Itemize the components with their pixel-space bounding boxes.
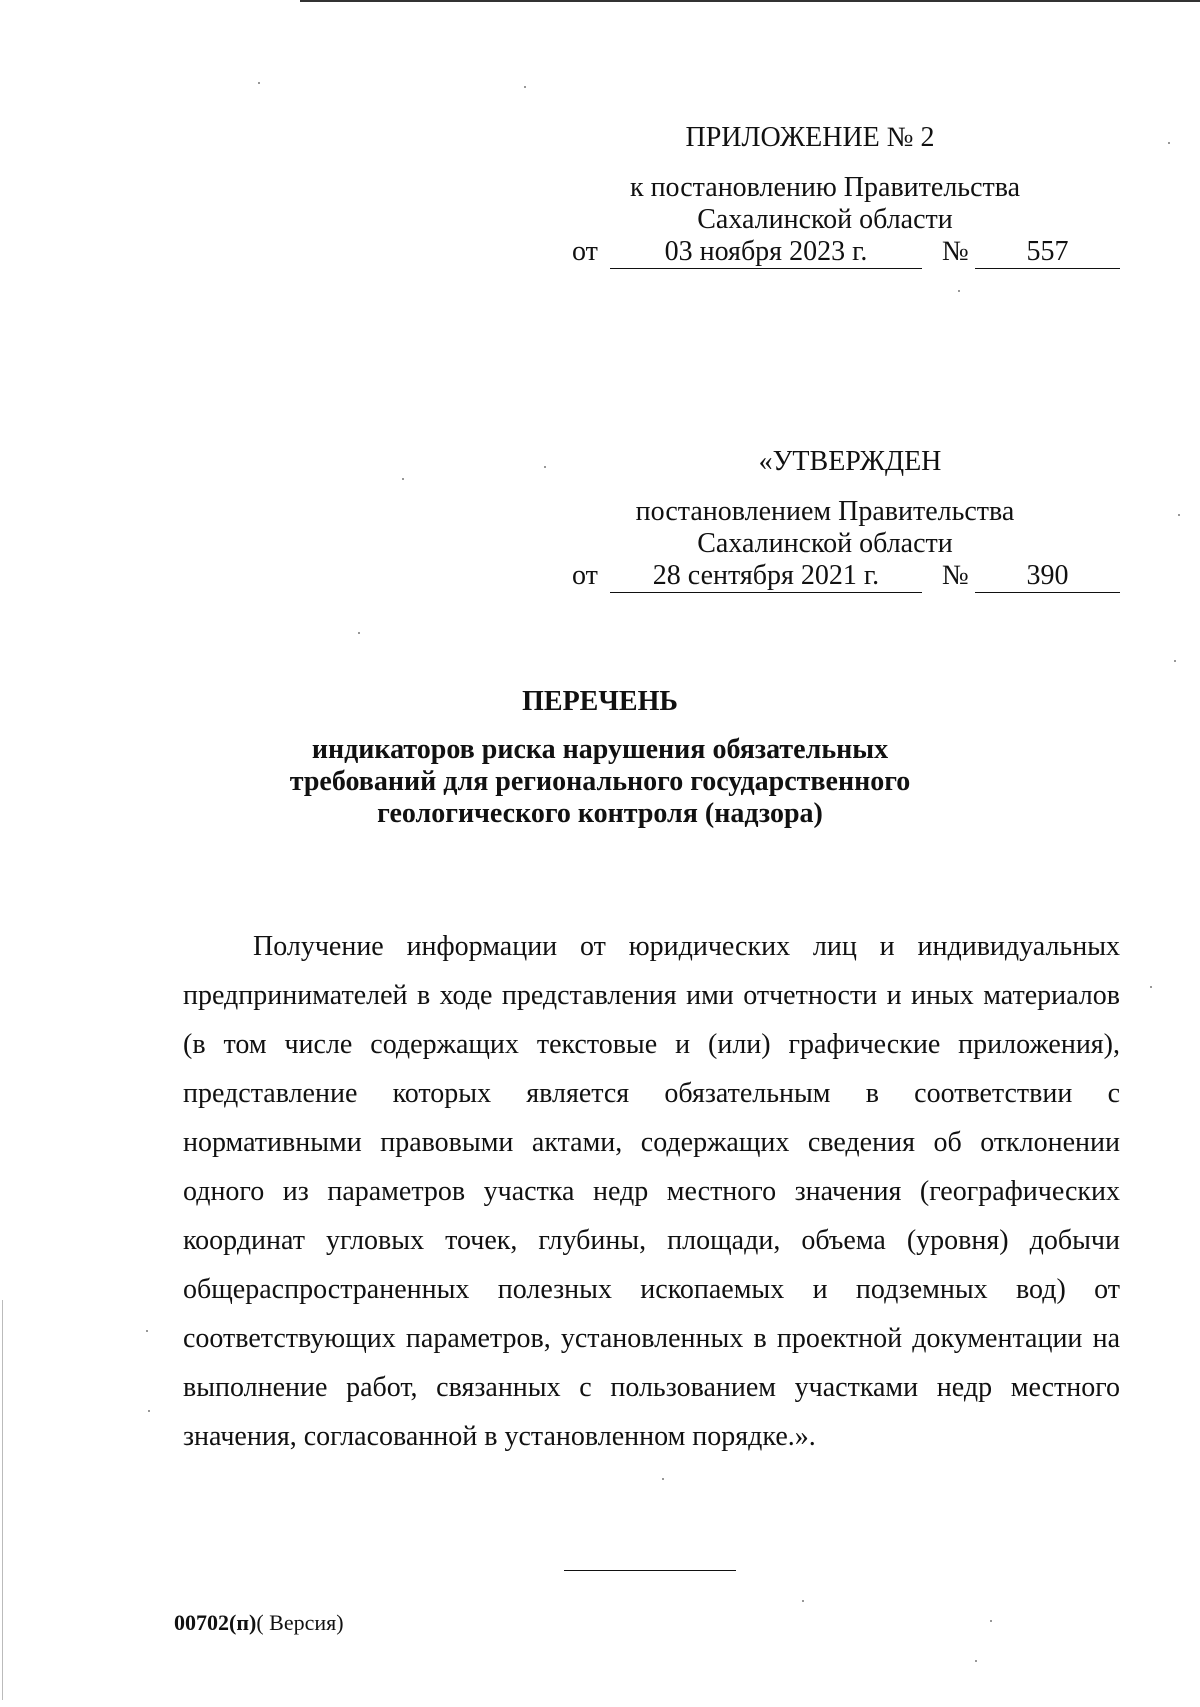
- from-label: от: [572, 560, 598, 591]
- approval-date: 28 сентября 2021 г.: [610, 560, 922, 593]
- scan-speck: [1178, 514, 1180, 516]
- approval-date-row: [572, 560, 1132, 594]
- appendix-title: ПРИЛОЖЕНИЕ № 2: [685, 122, 935, 153]
- footer: [174, 1610, 344, 1636]
- to-decree-text: к постановлению Правительства: [629, 172, 1021, 203]
- scan-speck: [662, 1478, 664, 1480]
- scan-speck: [1168, 142, 1170, 144]
- subtitle-line: требований для регионального государственного: [289, 766, 911, 797]
- scan-speck: [524, 86, 526, 88]
- from-label: от: [572, 236, 598, 267]
- decree-date: 03 ноября 2023 г.: [610, 236, 922, 269]
- scan-speck: [958, 290, 960, 292]
- decree-number: 557: [975, 236, 1120, 269]
- scan-speck: [1150, 986, 1152, 988]
- scan-speck: [544, 466, 546, 468]
- document-code: 00702(п): [174, 1610, 257, 1635]
- scan-speck: [358, 632, 360, 634]
- number-sign: №: [942, 560, 969, 591]
- region-text: Сахалинской области: [697, 204, 953, 235]
- by-decree-text: постановлением Правительства: [635, 496, 1015, 527]
- scan-speck: [146, 1330, 148, 1332]
- scan-speck: [402, 478, 404, 480]
- scan-edge-line-left: [2, 1300, 3, 1700]
- scan-speck: [148, 1410, 150, 1412]
- region-text: Сахалинской области: [697, 528, 953, 559]
- subtitle-line: индикаторов риска нарушения обязательных: [311, 734, 889, 765]
- approval-number: 390: [975, 560, 1120, 593]
- document-heading: ПЕРЕЧЕНЬ: [522, 686, 678, 717]
- decree-date-row: [572, 236, 1132, 270]
- separator-line: [564, 1570, 736, 1571]
- subtitle-line: геологического контроля (надзора): [377, 798, 823, 829]
- scan-speck: [990, 1620, 992, 1622]
- scan-edge-line: [300, 0, 1200, 2]
- scan-speck: [1174, 660, 1176, 662]
- scan-speck: [258, 82, 260, 84]
- document-version: ( Версия): [256, 1610, 344, 1635]
- scan-speck: [975, 1660, 977, 1662]
- scan-speck: [802, 1600, 804, 1602]
- body-paragraph: Получение информации от юридических лиц и индивидуальных предпринимателей в ходе представления ими отчетности и иных материалов (в том числе содержащих текстовые и (или) графические приложения), представление которых является обязательным в соответствии с нормативными правовыми актами, содержащих сведения об отклонении одного из параметров участка недр местного значения (географических координат угловых точек, глубины, площади, объема (уровня) добычи общераспространенных полезных ископаемых и подземных вод) от соответствующих параметров, установленных в проектной документации на выполнение работ, связанных с пользованием участками недр местного значения, согласованной в установленном порядке.».: [183, 931, 1120, 1452]
- approved-title: «УТВЕРЖДЕН: [758, 446, 942, 477]
- number-sign: №: [942, 236, 969, 267]
- document-subtitle: [250, 734, 950, 830]
